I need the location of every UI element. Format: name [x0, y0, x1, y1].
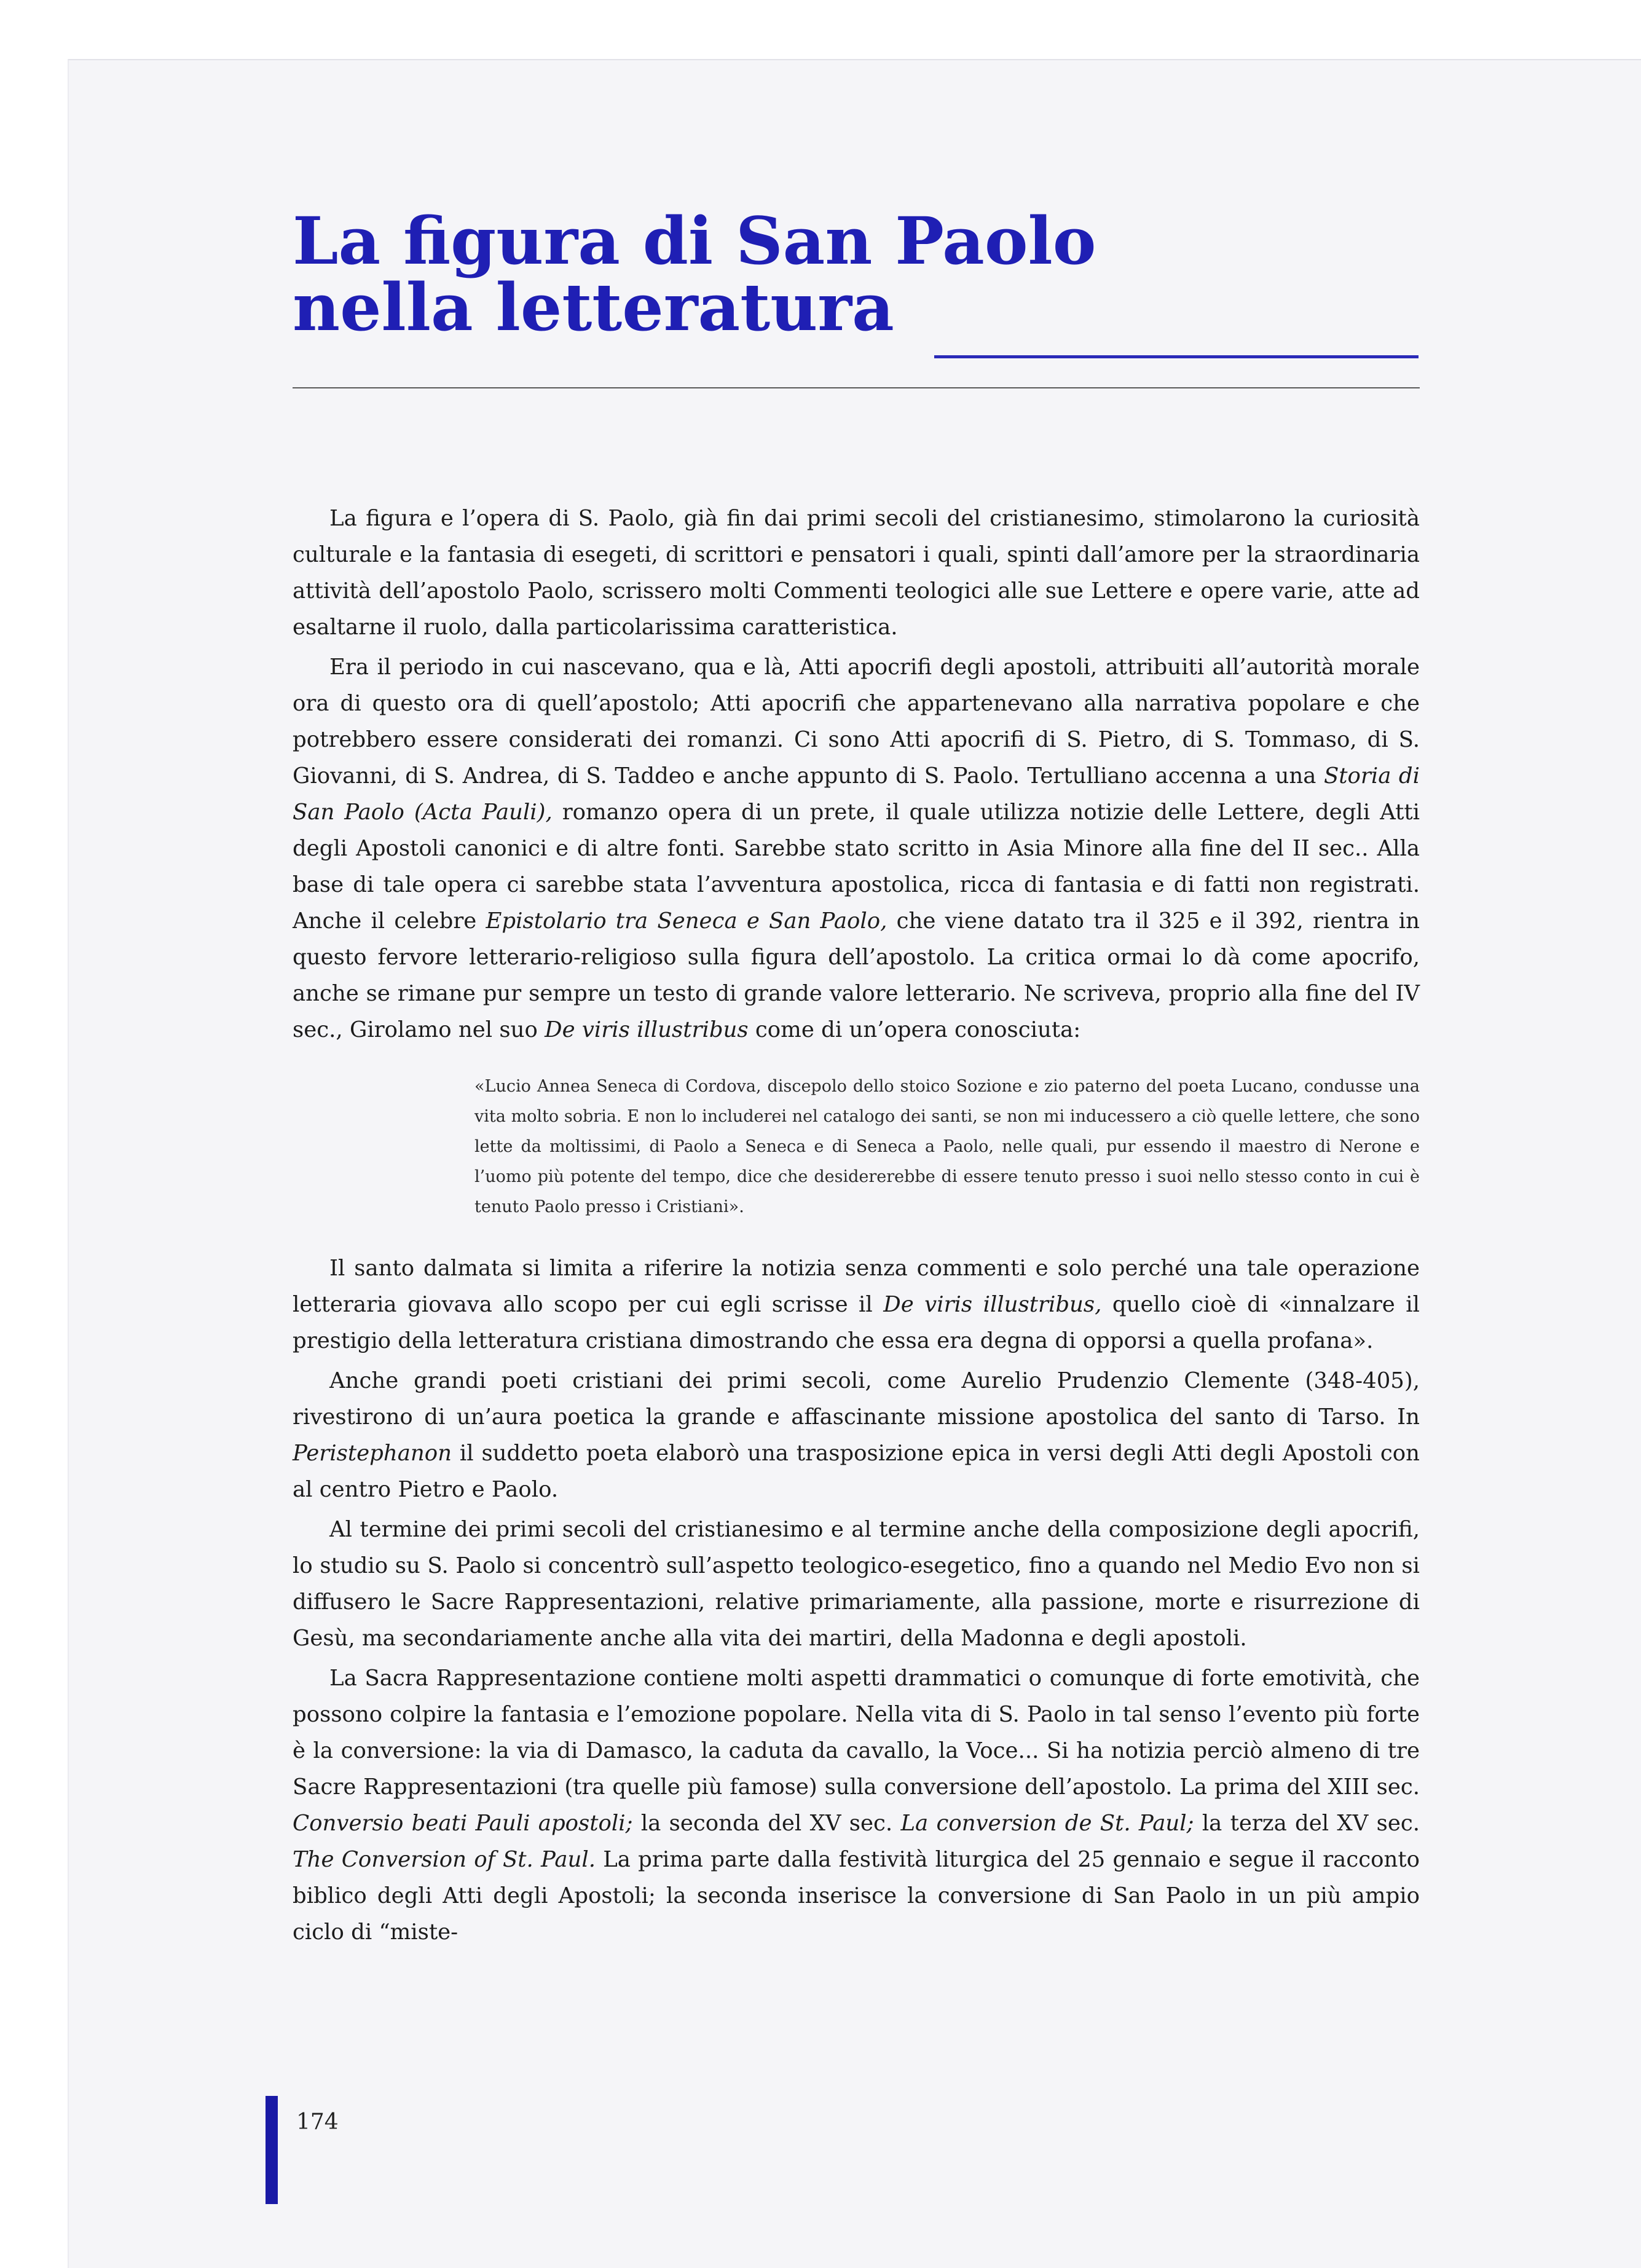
- title-line-1: La figura di San Paolo: [293, 202, 1096, 279]
- paragraph-4: [293, 1363, 1420, 1508]
- text-run: la terza del XV sec.: [1194, 1811, 1420, 1836]
- italic-title-de-viris: De viris illustribus,: [883, 1292, 1102, 1317]
- article-body: [293, 500, 1420, 1950]
- italic-title-conversion-en: The Conversion of St. Paul.: [293, 1847, 596, 1872]
- text-run: il suddetto poeta elaborò una trasposizione epica in versi degli Atti degli Apostoli con al centro Pietro e Paolo.: [293, 1441, 1420, 1502]
- paragraph-3: [293, 1250, 1420, 1359]
- page-number-bar: [266, 2096, 278, 2204]
- block-quote: «Lucio Annea Seneca di Cordova, discepolo dello stoico Sozione e zio paterno del poeta Lucano, condusse una vita molto sobria. E non lo includerei nel catalogo dei santi, se non mi inducessero a ciò quelle lettere, che sono lette da moltissimi, di Paolo a Seneca e di Seneca a Paolo, nelle quali, pur essendo il maestro di Nerone e l’uomo più potente del tempo, dice che desidererebbe di essere tenuto presso i suoi nello stesso conto in cui è tenuto Paolo presso i Cristiani».: [474, 1077, 1420, 1216]
- paragraph-6: [293, 1660, 1420, 1950]
- text-run: La Sacra Rappresentazione contiene molti aspetti drammatici o comunque di forte emotività, che possono colpire la fantasia e l’emozione popolare. Nella vita di S. Paolo in tal senso l’evento più forte è la conversione: la via di Damasco, la caduta da cavallo, la Voce... Si ha notizia perciò almeno di tre Sacre Rappresentazioni (tra quelle più famose) sulla conversione dell’apostolo. La prima del XIII sec.: [293, 1666, 1420, 1800]
- italic-title-conversio: Conversio beati Pauli apostoli;: [293, 1811, 633, 1836]
- title-divider: [293, 387, 1420, 388]
- paragraph-5: Al termine dei primi secoli del cristianesimo e al termine anche della composizione degli apocrifi, lo studio su S. Paolo si concentrò sull’aspetto teologico-esegetico, fino a quando nel Medio Evo non si diffusero le Sacre Rappresentazioni, relative primariamente, alla passione, morte e risurrezione di Gesù, ma secondariamente anche alla vita dei martiri, della Madonna e degli apostoli.: [293, 1517, 1420, 1651]
- italic-title-conversion-fr: La conversion de St. Paul;: [900, 1811, 1194, 1836]
- text-run: Il santo dalmata si limita a riferire la notizia senza commenti e solo perché una tale operazione letteraria giovava allo scopo per cui egli scrisse il: [293, 1256, 1420, 1317]
- italic-title-peristephanon: Peristephanon: [293, 1441, 452, 1466]
- paragraph-1: La figura e l’opera di S. Paolo, già fin dai primi secoli del cristianesimo, stimolarono la curiosità culturale e la fantasia di esegeti, di scrittori e pensatori i quali, spinti dall’amore per la straordinaria attività dell’apostolo Paolo, scrissero molti Commenti teologici alle sue Lettere e opere varie, atte ad esaltarne il ruolo, dalla particolarissima caratteristica.: [293, 506, 1420, 640]
- text-run: come di un’opera conosciuta:: [748, 1017, 1081, 1042]
- text-run: romanzo opera di un prete, il quale utilizza notizie delle Lettere, degli Atti degli Apostoli canonici e di altre fonti. Sarebbe stato scritto in Asia Minore alla fine del II sec.. Alla base di tale opera ci sarebbe stata l’avventura apostolica, ricca di fantasia e di fatti non registrati. Anche il celebre: [293, 800, 1420, 934]
- italic-title-acta-pauli: Storia di San Paolo (Acta Pauli),: [293, 763, 1420, 825]
- text-run: che viene datato tra il 325 e il 392, rientra in questo fervore letterario-religioso sulla figura dell’apostolo. La critica ormai lo dà come apocrifo, anche se rimane pur sempre un testo di grande valore letterario. Ne scriveva, proprio alla fine del IV sec., Girolamo nel suo: [293, 908, 1420, 1042]
- text-run: Anche grandi poeti cristiani dei primi secoli, come Aurelio Prudenzio Clemente (348-405), rivestirono di un’aura poetica la grande e affascinante missione apostolica del santo di Tarso. In: [293, 1368, 1420, 1430]
- text-run: La prima parte dalla festività liturgica del 25 gennaio e segue il racconto biblico degli Atti degli Apostoli; la seconda inserisce la conversione di San Paolo in un più ampio ciclo di “miste-: [293, 1847, 1420, 1945]
- title-underline: [934, 355, 1419, 358]
- italic-title-de-viris: De viris illustribus: [545, 1017, 749, 1042]
- paragraph-2: [293, 649, 1420, 1048]
- text-run: Era il periodo in cui nascevano, qua e là, Atti apocrifi degli apostoli, attribuiti all’autorità morale ora di questo ora di quell’apostolo; Atti apocrifi che appartenevano alla narrativa popolare e che potrebbero essere considerati dei romanzi. Ci sono Atti apocrifi di S. Pietro, di S. Tommaso, di S. Giovanni, di S. Andrea, di S. Taddeo e anche appunto di S. Paolo. Tertulliano accenna a una: [293, 655, 1420, 789]
- text-run: la seconda del XV sec.: [632, 1811, 901, 1836]
- text-run: quello cioè di «innalzare il prestigio della letteratura cristiana dimostrando che essa era degna di opporsi a quella profana».: [293, 1292, 1420, 1353]
- italic-title-epistolario: Epistolario tra Seneca e San Paolo,: [486, 908, 887, 934]
- page-title: [293, 202, 1460, 345]
- title-line-2: nella letteratura: [293, 269, 894, 345]
- page-number: 174: [296, 2109, 339, 2135]
